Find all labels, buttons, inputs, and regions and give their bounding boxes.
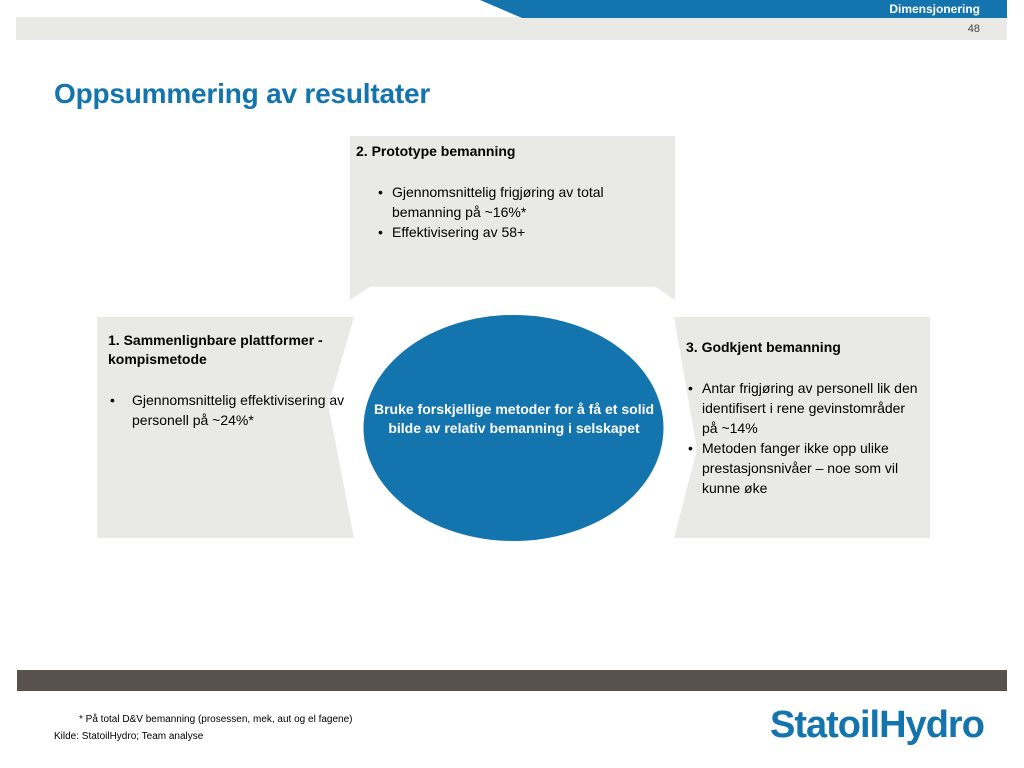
box-title: 1. Sammenlignbare plattformer - kompismetode	[108, 332, 323, 367]
list-item: • Effektivisering av 58+	[376, 222, 668, 242]
list-item: • Antar frigjøring av personell lik den identifisert i rene gevinstområder på ~14%	[686, 378, 922, 438]
bullet-list	[108, 390, 348, 430]
page-number: 48	[967, 23, 980, 35]
page-title: Oppsummering av resultater	[54, 78, 431, 109]
statoilhydro-logo: StatoilHydro	[770, 704, 984, 746]
box-prototype-content	[356, 142, 668, 242]
center-text: Bruke forskjellige metoder for å få et solid bilde av relativ bemanning i selskapet	[373, 401, 655, 436]
source-note: Kilde: StatoilHydro; Team analyse	[54, 731, 204, 742]
bullet-list	[356, 182, 668, 242]
box-title: 3. Godkjent bemanning	[686, 339, 841, 355]
list-item: • Gjennomsnittelig frigjøring av total bemanning på ~16%*	[376, 182, 668, 222]
header-bar	[16, 17, 1007, 40]
box-godkjent-content	[686, 338, 922, 498]
bullet-list	[686, 378, 922, 498]
footnote: * På total D&V bemanning (prosessen, mek, aut og el fagene)	[79, 714, 353, 725]
footer-bar	[17, 670, 1007, 691]
list-item: • Gjennomsnittelig effektivisering av personell på ~24%*	[108, 390, 348, 430]
box-sammenlignbare-content	[108, 331, 348, 430]
section-label: Dimensjonering	[889, 2, 980, 16]
list-item: • Metoden fanger ikke opp ulike prestasjonsnivåer – noe som vil kunne øke	[686, 438, 922, 498]
box-title: 2. Prototype bemanning	[356, 143, 516, 159]
